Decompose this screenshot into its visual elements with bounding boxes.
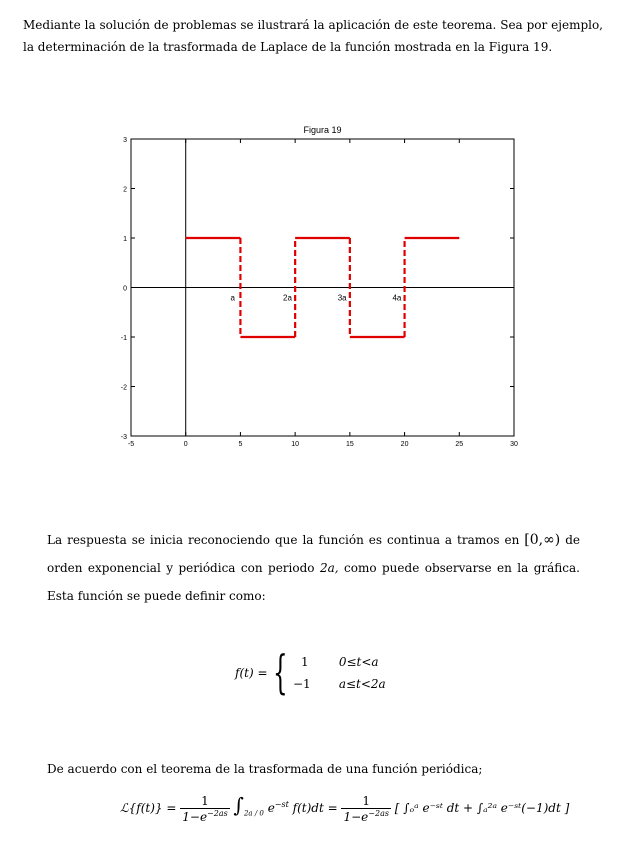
explanation-text-c: como puede observarse en la gráfica. Esta función se puede definir como: [47, 561, 580, 603]
period-value: 2a, [319, 561, 339, 575]
x-tick-label: 0 [183, 441, 188, 448]
y-tick-label: 0 [123, 285, 127, 293]
integrand-exp: −st [274, 800, 289, 809]
lap-fraction-2 [341, 794, 390, 824]
integrand: e [267, 801, 275, 815]
x-tick-label: 5 [238, 441, 243, 448]
explanation-paragraph [47, 526, 580, 610]
lap-numerator: 1 [180, 794, 229, 809]
x-tick-label: 10 [291, 441, 300, 448]
y-tick-label: -2 [120, 384, 127, 392]
x-tick-label: 25 [455, 441, 464, 448]
y-tick-label: 3 [123, 137, 127, 144]
x-tick-label: 20 [400, 441, 409, 448]
lap-denominator-2: $1-e^{-2as}$ [343, 808, 389, 824]
integral-limits: 2a / 0 [243, 809, 264, 818]
laplace-equation [120, 793, 569, 824]
x-tick-label: 15 [345, 441, 354, 448]
case-1 [293, 655, 379, 669]
lap-bracket-expression: [ ∫ₒᵃ e⁻ˢᵗ dt + ∫ₐ²ᵃ e⁻ˢᵗ(−1)dt ] [394, 801, 570, 815]
piecewise-brace: { [273, 645, 288, 699]
case1-value: 1 [301, 655, 309, 669]
annotation-label: 4a [392, 293, 402, 303]
x-tick-label: 30 [510, 441, 518, 448]
case-2 [293, 677, 386, 691]
annotation-label: a [230, 293, 235, 303]
f-lhs: f(t) = [235, 666, 268, 680]
theorem-paragraph: De acuerdo con el teorema de la trasformada de una función periódica; [47, 762, 483, 776]
y-tick-label: -1 [120, 335, 127, 342]
y-tick-label: -3 [120, 434, 127, 441]
case2-value: −1 [293, 677, 311, 691]
case1-cond: 0≤t<a [338, 655, 379, 669]
x-tick-label: -5 [127, 441, 135, 448]
annotation-label: 2a [283, 293, 292, 303]
lap-numerator-2: 1 [341, 794, 390, 809]
intro-paragraph: Mediante la solución de problemas se ilustrará la aplicación de este teorema. Sea por ejemplo, la determinación de la trasformada de Laplace de la función mostrada en la Figura 19. [23, 18, 603, 54]
lap-fraction-1 [180, 794, 229, 824]
explanation-text-a: La respuesta se inicia reconociendo que la función es continua a tramos en [47, 533, 525, 547]
interval-notation: [0,∞) [524, 532, 561, 548]
annotation-label: 3a [337, 293, 347, 303]
integral-sign: ∫ [233, 793, 244, 817]
lap-denominator: $1-e^{-2as}$ [182, 808, 228, 824]
explanation-text-b: de orden exponencial y periódica con periodo [47, 533, 580, 575]
chart-title: Figura 19 [303, 125, 342, 135]
y-tick-label: 1 [123, 236, 127, 243]
y-tick-label: 2 [123, 186, 127, 194]
lap-lhs: ℒ{f(t)} = [120, 801, 177, 815]
case2-cond: a≤t<2a [338, 677, 386, 691]
integrand-tail: f(t)dt = [292, 801, 338, 815]
figure-19-chart [100, 115, 530, 460]
